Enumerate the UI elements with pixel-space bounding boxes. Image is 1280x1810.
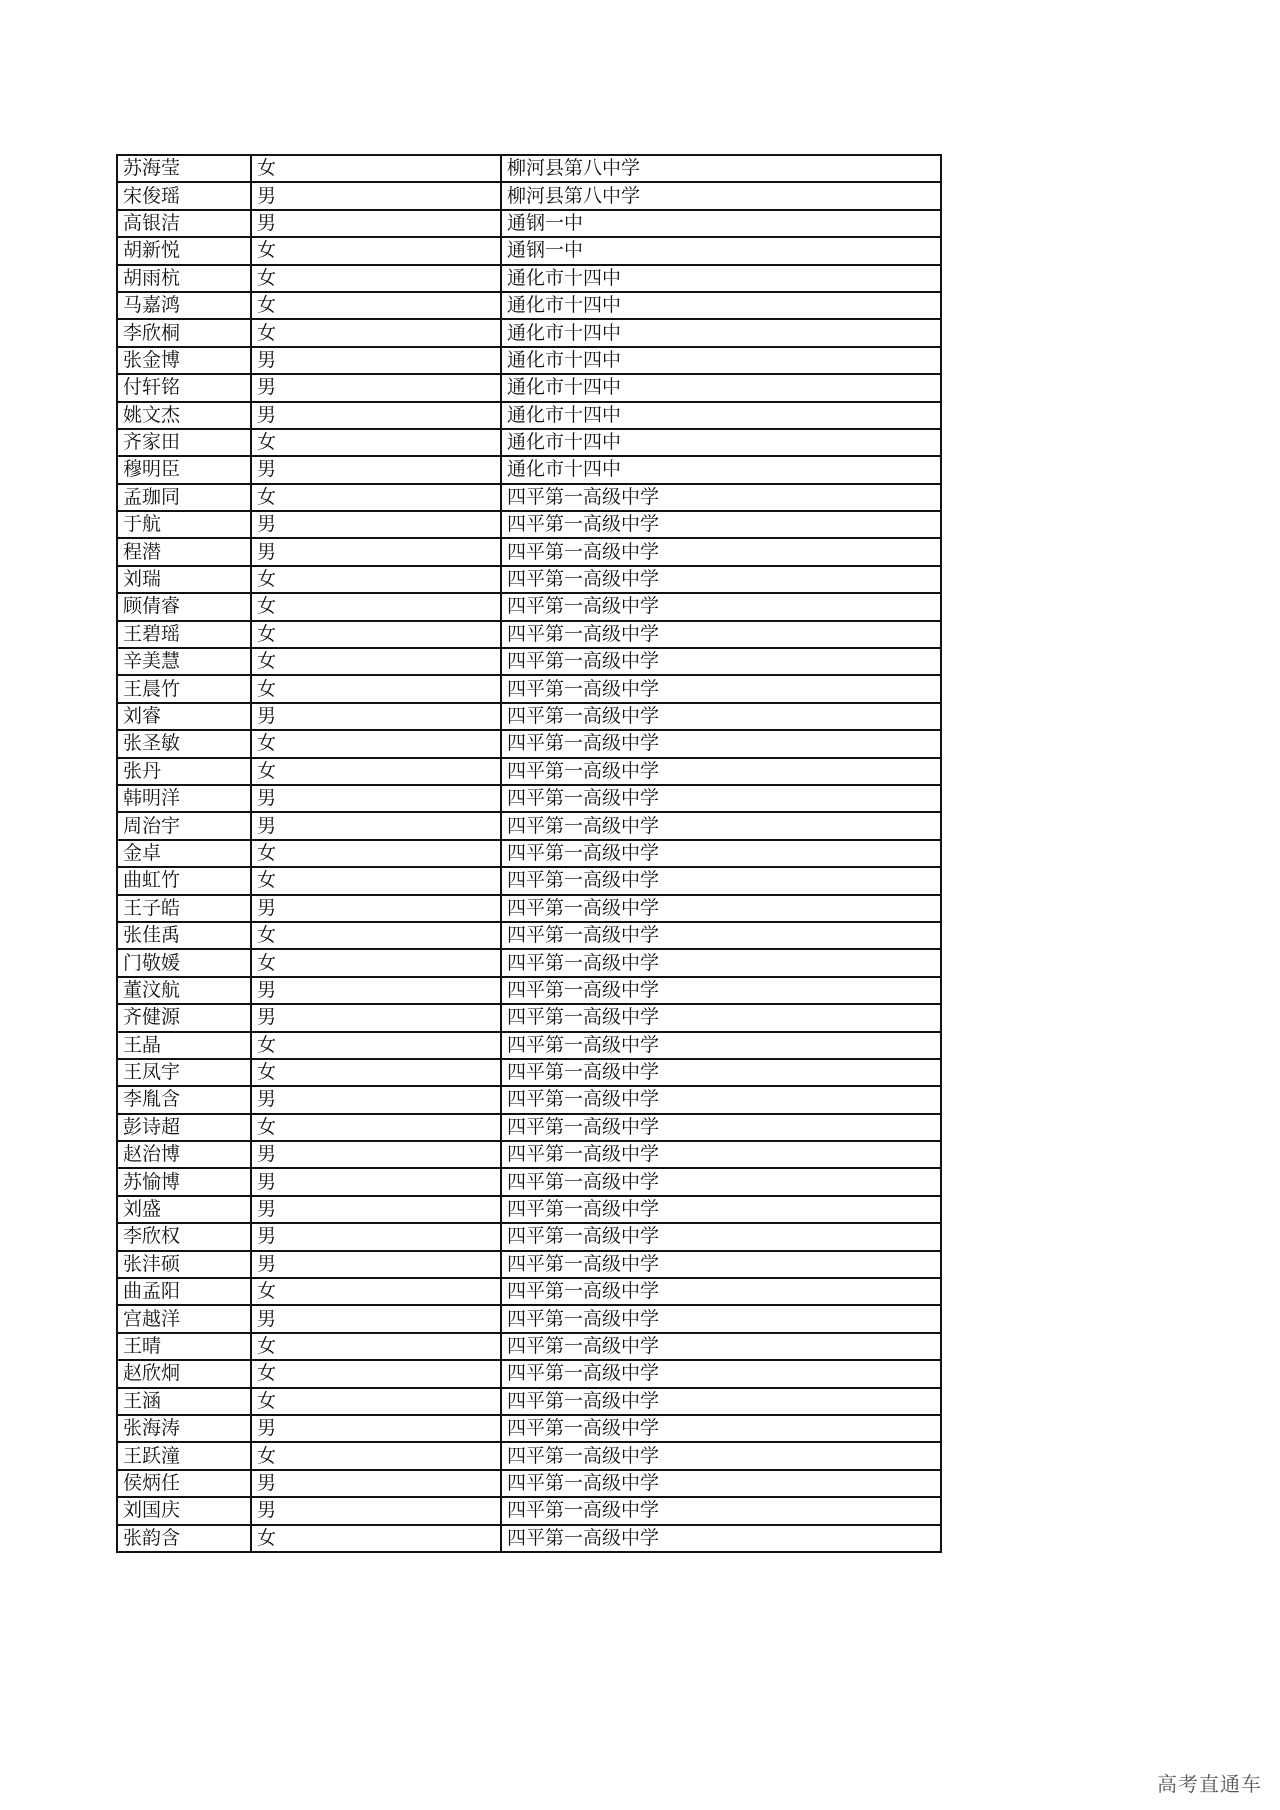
student-name-cell: 刘瑞 — [117, 566, 251, 593]
student-name-cell: 曲虹竹 — [117, 867, 251, 894]
table-row — [117, 456, 941, 483]
table-row — [117, 1525, 941, 1552]
student-name-cell: 张海涛 — [117, 1415, 251, 1442]
table-row — [117, 895, 941, 922]
student-name-cell: 马嘉鸿 — [117, 292, 251, 319]
gender-cell: 男 — [251, 402, 501, 429]
table-row — [117, 648, 941, 675]
gender-cell: 男 — [251, 1168, 501, 1195]
table-row — [117, 977, 941, 1004]
table-row — [117, 1086, 941, 1113]
table-row — [117, 566, 941, 593]
school-cell: 四平第一高级中学 — [501, 730, 941, 757]
gender-cell: 男 — [251, 785, 501, 812]
table-row — [117, 1032, 941, 1059]
table-row — [117, 1059, 941, 1086]
school-cell: 四平第一高级中学 — [501, 1223, 941, 1250]
student-name-cell: 王碧瑶 — [117, 621, 251, 648]
school-cell: 柳河县第八中学 — [501, 155, 941, 182]
gender-cell: 男 — [251, 511, 501, 538]
gender-cell: 女 — [251, 1059, 501, 1086]
gender-cell: 女 — [251, 840, 501, 867]
gender-cell: 男 — [251, 1141, 501, 1168]
table-row — [117, 538, 941, 565]
gender-cell: 男 — [251, 812, 501, 839]
table-row — [117, 758, 941, 785]
student-name-cell: 苏海莹 — [117, 155, 251, 182]
school-cell: 四平第一高级中学 — [501, 1497, 941, 1524]
gender-cell: 男 — [251, 1470, 501, 1497]
student-name-cell: 程潜 — [117, 538, 251, 565]
school-cell: 四平第一高级中学 — [501, 1168, 941, 1195]
student-name-cell: 于航 — [117, 511, 251, 538]
student-name-cell: 张佳禹 — [117, 922, 251, 949]
gender-cell: 男 — [251, 1223, 501, 1250]
student-name-cell: 李欣权 — [117, 1223, 251, 1250]
table-row — [117, 675, 941, 702]
table-row — [117, 1470, 941, 1497]
table-row — [117, 840, 941, 867]
table-row — [117, 1168, 941, 1195]
gender-cell: 女 — [251, 155, 501, 182]
student-name-cell: 王晨竹 — [117, 675, 251, 702]
gender-cell: 男 — [251, 703, 501, 730]
table-row — [117, 374, 941, 401]
school-cell: 四平第一高级中学 — [501, 922, 941, 949]
gender-cell: 女 — [251, 566, 501, 593]
school-cell: 四平第一高级中学 — [501, 1086, 941, 1113]
gender-cell: 女 — [251, 1525, 501, 1552]
school-cell: 四平第一高级中学 — [501, 895, 941, 922]
watermark-text: 高考直通车 — [1157, 1772, 1262, 1796]
table-row — [117, 265, 941, 292]
school-cell: 通化市十四中 — [501, 402, 941, 429]
school-cell: 四平第一高级中学 — [501, 566, 941, 593]
table-row — [117, 319, 941, 346]
school-cell: 四平第一高级中学 — [501, 675, 941, 702]
gender-cell: 女 — [251, 758, 501, 785]
gender-cell: 女 — [251, 593, 501, 620]
student-name-cell: 张沣硕 — [117, 1251, 251, 1278]
student-name-cell: 齐健源 — [117, 1004, 251, 1031]
table-row — [117, 703, 941, 730]
student-name-cell: 李胤含 — [117, 1086, 251, 1113]
school-cell: 四平第一高级中学 — [501, 1388, 941, 1415]
school-cell: 四平第一高级中学 — [501, 703, 941, 730]
school-cell: 四平第一高级中学 — [501, 758, 941, 785]
table-row — [117, 155, 941, 182]
student-name-cell: 王凤宇 — [117, 1059, 251, 1086]
gender-cell: 男 — [251, 1086, 501, 1113]
gender-cell: 男 — [251, 1497, 501, 1524]
gender-cell: 女 — [251, 265, 501, 292]
table-row — [117, 621, 941, 648]
school-cell: 四平第一高级中学 — [501, 1525, 941, 1552]
table-row — [117, 1196, 941, 1223]
school-cell: 四平第一高级中学 — [501, 1360, 941, 1387]
student-name-cell: 胡雨杭 — [117, 265, 251, 292]
table-row — [117, 1004, 941, 1031]
student-name-cell: 王涵 — [117, 1388, 251, 1415]
student-name-cell: 刘盛 — [117, 1196, 251, 1223]
school-cell: 四平第一高级中学 — [501, 593, 941, 620]
gender-cell: 女 — [251, 1388, 501, 1415]
table-row — [117, 402, 941, 429]
school-cell: 四平第一高级中学 — [501, 538, 941, 565]
table-row — [117, 484, 941, 511]
school-cell: 通化市十四中 — [501, 456, 941, 483]
school-cell: 四平第一高级中学 — [501, 1004, 941, 1031]
gender-cell: 女 — [251, 648, 501, 675]
school-cell: 通钢一中 — [501, 210, 941, 237]
student-name-cell: 赵欣炯 — [117, 1360, 251, 1387]
gender-cell: 男 — [251, 538, 501, 565]
gender-cell: 男 — [251, 895, 501, 922]
school-cell: 四平第一高级中学 — [501, 867, 941, 894]
school-cell: 四平第一高级中学 — [501, 1114, 941, 1141]
school-cell: 四平第一高级中学 — [501, 1442, 941, 1469]
gender-cell: 男 — [251, 456, 501, 483]
gender-cell: 男 — [251, 1251, 501, 1278]
school-cell: 四平第一高级中学 — [501, 1305, 941, 1332]
table-row — [117, 237, 941, 264]
student-name-cell: 王晴 — [117, 1333, 251, 1360]
student-name-cell: 侯炳任 — [117, 1470, 251, 1497]
student-name-cell: 宫越洋 — [117, 1305, 251, 1332]
student-name-cell: 姚文杰 — [117, 402, 251, 429]
student-name-cell: 董汶航 — [117, 977, 251, 1004]
student-name-cell: 顾倩睿 — [117, 593, 251, 620]
school-cell: 通化市十四中 — [501, 319, 941, 346]
student-name-cell: 王晶 — [117, 1032, 251, 1059]
school-cell: 通化市十四中 — [501, 347, 941, 374]
student-name-cell: 刘睿 — [117, 703, 251, 730]
roster-body — [117, 155, 941, 1552]
school-cell: 四平第一高级中学 — [501, 1032, 941, 1059]
student-name-cell: 曲孟阳 — [117, 1278, 251, 1305]
gender-cell: 女 — [251, 730, 501, 757]
student-roster-table — [116, 154, 942, 1553]
table-row — [117, 949, 941, 976]
school-cell: 四平第一高级中学 — [501, 484, 941, 511]
gender-cell: 女 — [251, 675, 501, 702]
student-name-cell: 王跃潼 — [117, 1442, 251, 1469]
table-row — [117, 1497, 941, 1524]
table-row — [117, 1114, 941, 1141]
school-cell: 四平第一高级中学 — [501, 949, 941, 976]
gender-cell: 女 — [251, 1114, 501, 1141]
school-cell: 四平第一高级中学 — [501, 840, 941, 867]
gender-cell: 女 — [251, 292, 501, 319]
gender-cell: 男 — [251, 182, 501, 209]
school-cell: 四平第一高级中学 — [501, 1333, 941, 1360]
student-name-cell: 张圣敏 — [117, 730, 251, 757]
table-row — [117, 922, 941, 949]
gender-cell: 女 — [251, 429, 501, 456]
student-name-cell: 周治宇 — [117, 812, 251, 839]
gender-cell: 男 — [251, 1305, 501, 1332]
gender-cell: 女 — [251, 484, 501, 511]
student-name-cell: 赵治博 — [117, 1141, 251, 1168]
gender-cell: 男 — [251, 977, 501, 1004]
student-name-cell: 宋俊瑶 — [117, 182, 251, 209]
school-cell: 四平第一高级中学 — [501, 1059, 941, 1086]
gender-cell: 女 — [251, 949, 501, 976]
school-cell: 四平第一高级中学 — [501, 1415, 941, 1442]
school-cell: 柳河县第八中学 — [501, 182, 941, 209]
school-cell: 四平第一高级中学 — [501, 1251, 941, 1278]
gender-cell: 男 — [251, 210, 501, 237]
gender-cell: 男 — [251, 1004, 501, 1031]
gender-cell: 男 — [251, 1196, 501, 1223]
gender-cell: 男 — [251, 374, 501, 401]
table-row — [117, 1333, 941, 1360]
student-name-cell: 辛美慧 — [117, 648, 251, 675]
table-row — [117, 1442, 941, 1469]
table-row — [117, 210, 941, 237]
student-name-cell: 穆明臣 — [117, 456, 251, 483]
student-name-cell: 胡新悦 — [117, 237, 251, 264]
student-name-cell: 李欣桐 — [117, 319, 251, 346]
student-name-cell: 张韵含 — [117, 1525, 251, 1552]
student-name-cell: 齐家田 — [117, 429, 251, 456]
gender-cell: 男 — [251, 1415, 501, 1442]
table-row — [117, 1305, 941, 1332]
student-name-cell: 苏愉博 — [117, 1168, 251, 1195]
school-cell: 四平第一高级中学 — [501, 812, 941, 839]
school-cell: 四平第一高级中学 — [501, 1196, 941, 1223]
school-cell: 通钢一中 — [501, 237, 941, 264]
gender-cell: 女 — [251, 1032, 501, 1059]
school-cell: 通化市十四中 — [501, 374, 941, 401]
student-name-cell: 孟珈同 — [117, 484, 251, 511]
table-row — [117, 593, 941, 620]
table-row — [117, 1278, 941, 1305]
table-row — [117, 1251, 941, 1278]
table-row — [117, 867, 941, 894]
table-row — [117, 1415, 941, 1442]
student-name-cell: 高银洁 — [117, 210, 251, 237]
table-row — [117, 511, 941, 538]
gender-cell: 女 — [251, 1333, 501, 1360]
gender-cell: 女 — [251, 621, 501, 648]
gender-cell: 女 — [251, 237, 501, 264]
table-row — [117, 429, 941, 456]
student-name-cell: 金卓 — [117, 840, 251, 867]
student-name-cell: 韩明洋 — [117, 785, 251, 812]
table-row — [117, 1360, 941, 1387]
school-cell: 通化市十四中 — [501, 292, 941, 319]
student-name-cell: 门敬媛 — [117, 949, 251, 976]
school-cell: 四平第一高级中学 — [501, 1141, 941, 1168]
table-row — [117, 347, 941, 374]
table-row — [117, 1223, 941, 1250]
gender-cell: 女 — [251, 1360, 501, 1387]
table-row — [117, 1141, 941, 1168]
gender-cell: 女 — [251, 319, 501, 346]
student-name-cell: 刘国庆 — [117, 1497, 251, 1524]
school-cell: 四平第一高级中学 — [501, 511, 941, 538]
gender-cell: 女 — [251, 867, 501, 894]
table-row — [117, 730, 941, 757]
school-cell: 四平第一高级中学 — [501, 785, 941, 812]
table-row — [117, 812, 941, 839]
school-cell: 四平第一高级中学 — [501, 648, 941, 675]
table-row — [117, 1388, 941, 1415]
school-cell: 四平第一高级中学 — [501, 1470, 941, 1497]
school-cell: 四平第一高级中学 — [501, 977, 941, 1004]
school-cell: 通化市十四中 — [501, 265, 941, 292]
gender-cell: 男 — [251, 347, 501, 374]
school-cell: 四平第一高级中学 — [501, 621, 941, 648]
student-name-cell: 彭诗超 — [117, 1114, 251, 1141]
school-cell: 通化市十四中 — [501, 429, 941, 456]
student-name-cell: 张金博 — [117, 347, 251, 374]
gender-cell: 女 — [251, 1278, 501, 1305]
school-cell: 四平第一高级中学 — [501, 1278, 941, 1305]
student-name-cell: 张丹 — [117, 758, 251, 785]
gender-cell: 女 — [251, 1442, 501, 1469]
student-name-cell: 王子皓 — [117, 895, 251, 922]
gender-cell: 女 — [251, 922, 501, 949]
student-name-cell: 付轩铭 — [117, 374, 251, 401]
table-row — [117, 785, 941, 812]
table-row — [117, 182, 941, 209]
table-row — [117, 292, 941, 319]
